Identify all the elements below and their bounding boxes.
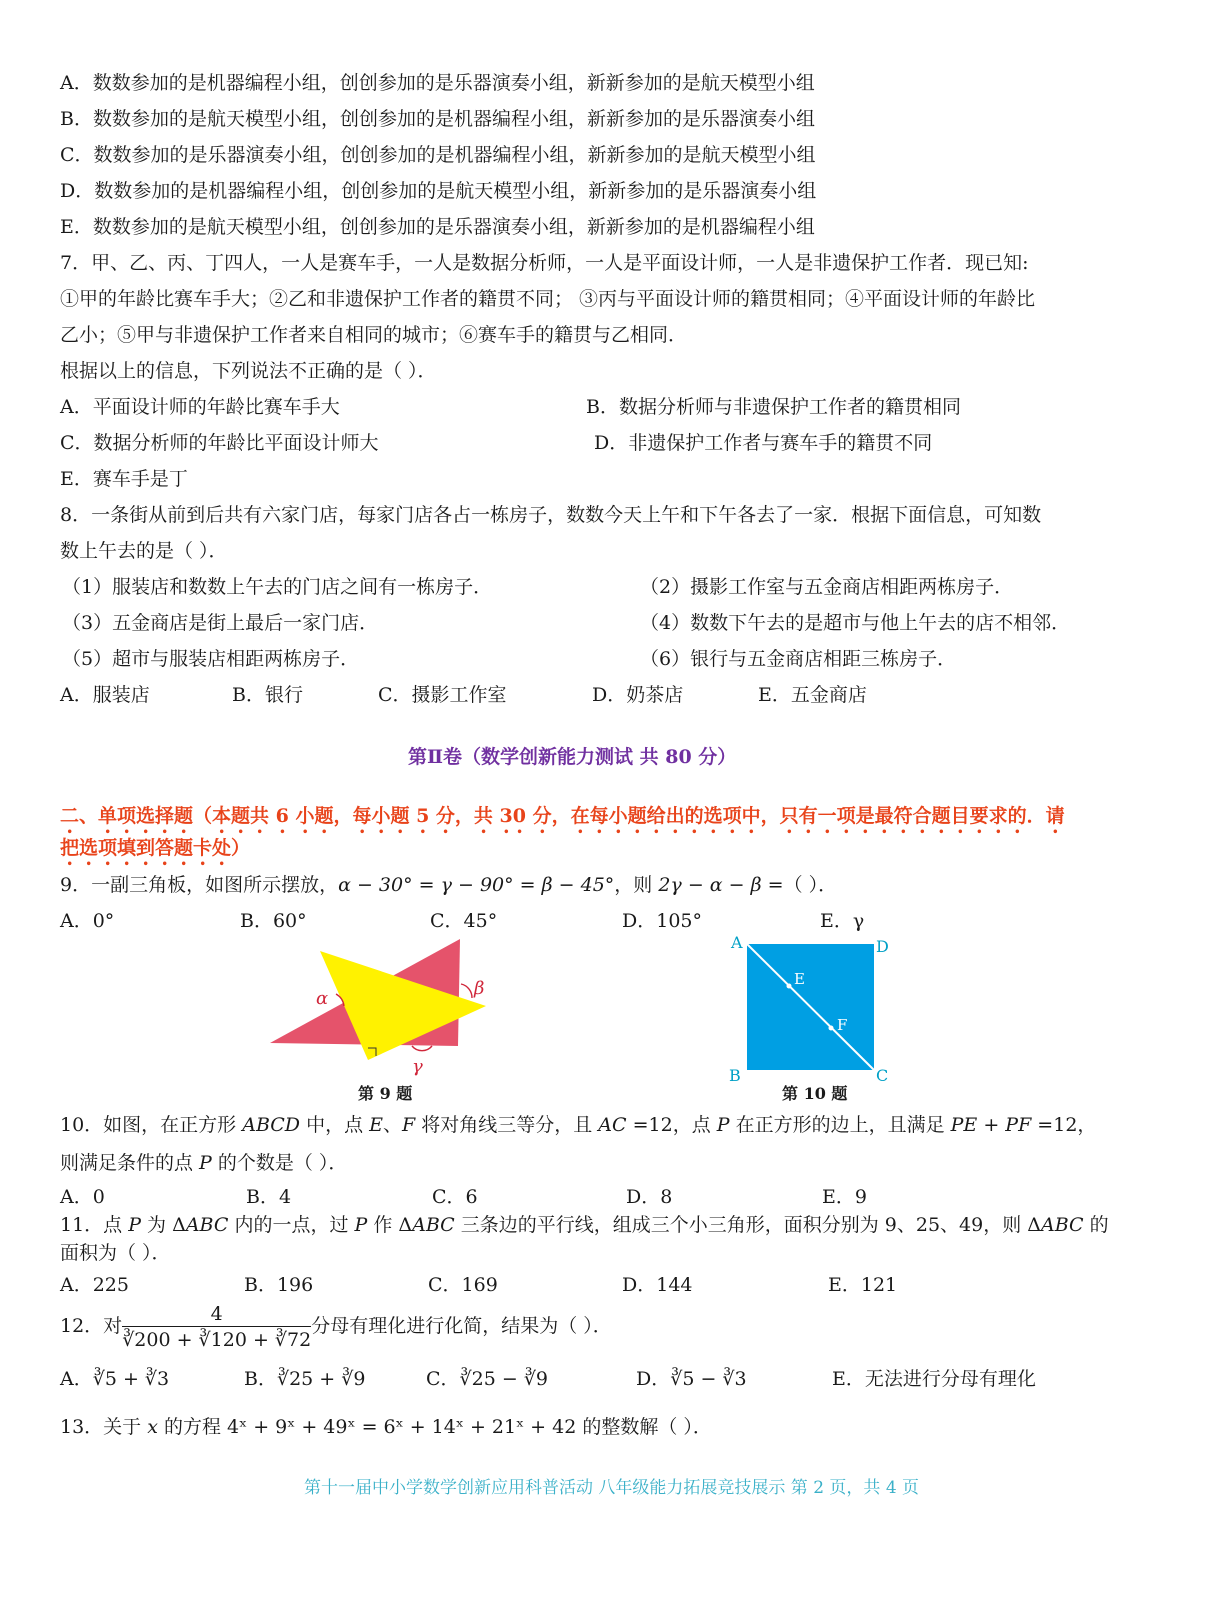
q10-point-f: F (402, 1114, 416, 1136)
q6-option-d: D．数数参加的是机器编程小组，创创参加的是航天模型小组，新新参加的是乐器演奏小组 (60, 180, 817, 202)
figure-9-triangles (262, 936, 502, 1086)
q12-option-d: D．∛5 − ∛3 (636, 1368, 747, 1390)
label-f: F (837, 1016, 848, 1034)
q7-stem-line4: 根据以上的信息，下列说法不正确的是（ ）． (60, 360, 437, 382)
q6-option-b: B．数数参加的是航天模型小组，创创参加的是机器编程小组，新新参加的是乐器演奏小组 (60, 108, 815, 130)
q10-t1: 10．如图，在正方形 (60, 1114, 243, 1136)
q11-abc1: ABC (185, 1214, 229, 1236)
q9-option-d: D．105° (622, 910, 702, 932)
alpha-label: α (316, 988, 329, 1009)
label-a: A (731, 933, 743, 952)
q10-ac: AC (598, 1114, 627, 1136)
q12-option-a: A．∛5 + ∛3 (60, 1368, 170, 1390)
beta-label: β (474, 978, 485, 999)
q11-option-d: D．144 (622, 1274, 693, 1296)
q10-t6: 在正方形的边上，且满足 (729, 1114, 951, 1136)
q7-stem-line3: 乙小；⑤甲与非遗保护工作者来自相同的城市；⑥赛车手的籍贯与乙相同． (60, 324, 688, 346)
q8-option-c: C．摄影工作室 (378, 684, 507, 706)
q8-stem-line2: 数上午去的是（ ）． (60, 540, 228, 562)
q12-prefix: 12．对 (60, 1315, 123, 1337)
q10-point-e: E (369, 1114, 383, 1136)
q9-middle: ，则 (614, 874, 659, 896)
q12-denominator: ∛200 + ∛120 + ∛72 (122, 1328, 312, 1351)
q11-stem-line1 (60, 1212, 1109, 1238)
q10-t8: 则满足条件的点 (60, 1152, 200, 1174)
q8-stem-line1: 8．一条街从前到后共有六家门店，每家门店各占一栋房子，数数今天上午和下午各去了一家．根据下面信息，可知数 (60, 504, 1042, 526)
q11-t6: 的 (1083, 1214, 1109, 1236)
q8-clue-5: （5）超市与服装店相距两栋房子． (62, 648, 360, 670)
q12-fraction (122, 1302, 311, 1353)
figure-10-caption: 第 10 题 (782, 1084, 848, 1103)
q10-option-d: D．8 (626, 1186, 673, 1208)
q10-t5: =12，点 (626, 1114, 717, 1136)
q10-option-c: C．6 (432, 1186, 478, 1208)
q11-abc2: ABC (412, 1214, 455, 1236)
q11-t4: 作 Δ (367, 1214, 413, 1236)
q9-option-c: C．45° (430, 910, 498, 932)
q8-clue-1: （1）服装店和数数上午去的门店之间有一栋房子． (62, 576, 493, 598)
q12-option-c: C．∛25 − ∛9 (426, 1368, 549, 1390)
q7-stem-line2: ①甲的年龄比赛车手大；②乙和非遗保护工作者的籍贯不同； ③丙与平面设计师的籍贯相同；④平面设计师的年龄比 (60, 288, 1036, 310)
q6-option-a: A．数数参加的是机器编程小组，创创参加的是乐器演奏小组，新新参加的是航天模型小组 (60, 72, 815, 94)
q11-t3: 内的一点，过 (228, 1214, 355, 1236)
q6-option-c: C．数数参加的是乐器演奏小组，创创参加的是机器编程小组，新新参加的是航天模型小组 (60, 144, 816, 166)
page-footer: 第十一届中小学数学创新应用科普活动 八年级能力拓展竞技展示 第 2 页，共 4 页 (304, 1478, 920, 1498)
q7-option-b: B．数据分析师与非遗保护工作者的籍贯相同 (586, 396, 961, 418)
q9-equation: α − 30° = γ − 90° = β − 45° (338, 874, 615, 896)
q13-t3: 的整数解（ ）． (576, 1416, 712, 1438)
figure-10-square (726, 932, 898, 1088)
q11-t5: 三条边的平行线，组成三个小三角形，面积分别为 9、25、49，则 Δ (454, 1214, 1041, 1236)
q10-pe-pf: PE + PF (950, 1114, 1032, 1136)
label-d: D (876, 937, 889, 956)
q11-t2: 为 Δ (141, 1214, 186, 1236)
q11-p1: P (128, 1214, 142, 1236)
section-heading-line2-text: 把选项填到答题卡处） (60, 837, 251, 859)
q10-square-name: ABCD (242, 1114, 301, 1136)
q13-x: x (147, 1416, 158, 1438)
q11-option-a: A．225 (60, 1274, 129, 1296)
q12-numerator: 4 (122, 1302, 311, 1327)
q12-stem (60, 1301, 612, 1353)
q13-stem (60, 1414, 712, 1440)
q10-stem-line2 (60, 1150, 347, 1176)
q8-clue-2: （2）摄影工作室与五金商店相距两栋房子． (640, 576, 1014, 598)
beta-arc (461, 984, 472, 998)
q6-option-e: E．数数参加的是航天模型小组，创创参加的是乐器演奏小组，新新参加的是机器编程小组 (60, 216, 815, 238)
q13-t1: 13．关于 (60, 1416, 148, 1438)
q9-option-b: B．60° (240, 910, 307, 932)
q11-abc3: ABC (1040, 1214, 1084, 1236)
q10-point-p: P (716, 1114, 730, 1136)
q10-t9: 的个数是（ ）． (211, 1152, 348, 1174)
q7-stem-line1: 7．甲、乙、丙、丁四人，一人是赛车手，一人是数据分析师，一人是平面设计师，一人是非遗保护工作者．现已知: (60, 252, 1029, 274)
q11-option-b: B．196 (244, 1274, 314, 1296)
figure-9-caption: 第 9 题 (358, 1084, 413, 1103)
q9-option-e: E．γ (820, 910, 865, 932)
section-heading-line2 (60, 835, 250, 870)
q11-stem-line2: 面积为（ ）． (60, 1242, 171, 1264)
q8-option-e: E．五金商店 (758, 684, 867, 706)
q7-option-a: A．平面设计师的年龄比赛车手大 (60, 396, 340, 418)
label-e: E (794, 970, 805, 988)
q9-suffix: =（ ）． (761, 874, 838, 896)
q10-t7: =12， (1031, 1114, 1097, 1136)
q8-clue-3: （3）五金商店是街上最后一家门店． (62, 612, 379, 634)
q10-t2: 中，点 (300, 1114, 370, 1136)
q12-option-e: E．无法进行分母有理化 (832, 1368, 1036, 1390)
point-e (787, 984, 792, 989)
label-c: C (876, 1066, 889, 1085)
q12-option-b: B．∛25 + ∛9 (244, 1368, 366, 1390)
q10-option-e: E．9 (822, 1186, 867, 1208)
q13-t2: 的方程 (157, 1416, 228, 1438)
q10-t3: 、 (383, 1114, 403, 1136)
label-b: B (729, 1066, 741, 1085)
q8-option-d: D．奶茶店 (592, 684, 684, 706)
q8-clue-4: （4）数数下午去的是超市与他上午去的店不相邻． (640, 612, 1071, 634)
point-f (829, 1026, 834, 1031)
q10-option-b: B．4 (246, 1186, 292, 1208)
q12-suffix: 分母有理化进行化简，结果为（ ）． (311, 1315, 612, 1337)
q10-t4: 将对角线三等分，且 (415, 1114, 599, 1136)
q10-option-a: A．0 (60, 1186, 105, 1208)
q7-option-d: D．非遗保护工作者与赛车手的籍贯不同 (594, 432, 933, 454)
q11-option-c: C．169 (428, 1274, 498, 1296)
q8-option-b: B．银行 (232, 684, 303, 706)
section-heading-line1-text: 二、单项选择题（本题共 6 小题，每小题 5 分，共 30 分，在每小题给出的选项中，只有一项是最符合题目要求的．请 (60, 805, 1065, 827)
q9-expression: 2γ − α − β (658, 874, 762, 896)
q10-stem-line1 (60, 1112, 1096, 1138)
q9-prefix: 9．一副三角板，如图所示摆放， (60, 874, 339, 896)
q8-clue-6: （6）银行与五金商店相距三栋房子． (640, 648, 957, 670)
q13-equation: 4ˣ + 9ˣ + 49ˣ = 6ˣ + 14ˣ + 21ˣ + 42 (227, 1416, 577, 1438)
q11-option-e: E．121 (828, 1274, 898, 1296)
gamma-label: γ (412, 1056, 423, 1077)
q9-option-a: A．0° (60, 910, 115, 932)
q8-option-a: A．服装店 (60, 684, 150, 706)
q9-stem (60, 872, 837, 898)
q7-option-e: E．赛车手是丁 (60, 468, 188, 490)
section-heading-line1 (60, 803, 1065, 838)
q7-option-c: C．数据分析师的年龄比平面设计师大 (60, 432, 379, 454)
q11-p2: P (354, 1214, 368, 1236)
gamma-arc (412, 1046, 432, 1051)
q11-t1: 11．点 (60, 1214, 129, 1236)
section-title: 第Ⅱ卷（数学创新能力测试 共 80 分） (408, 746, 737, 768)
q10-point-p2: P (199, 1152, 212, 1174)
